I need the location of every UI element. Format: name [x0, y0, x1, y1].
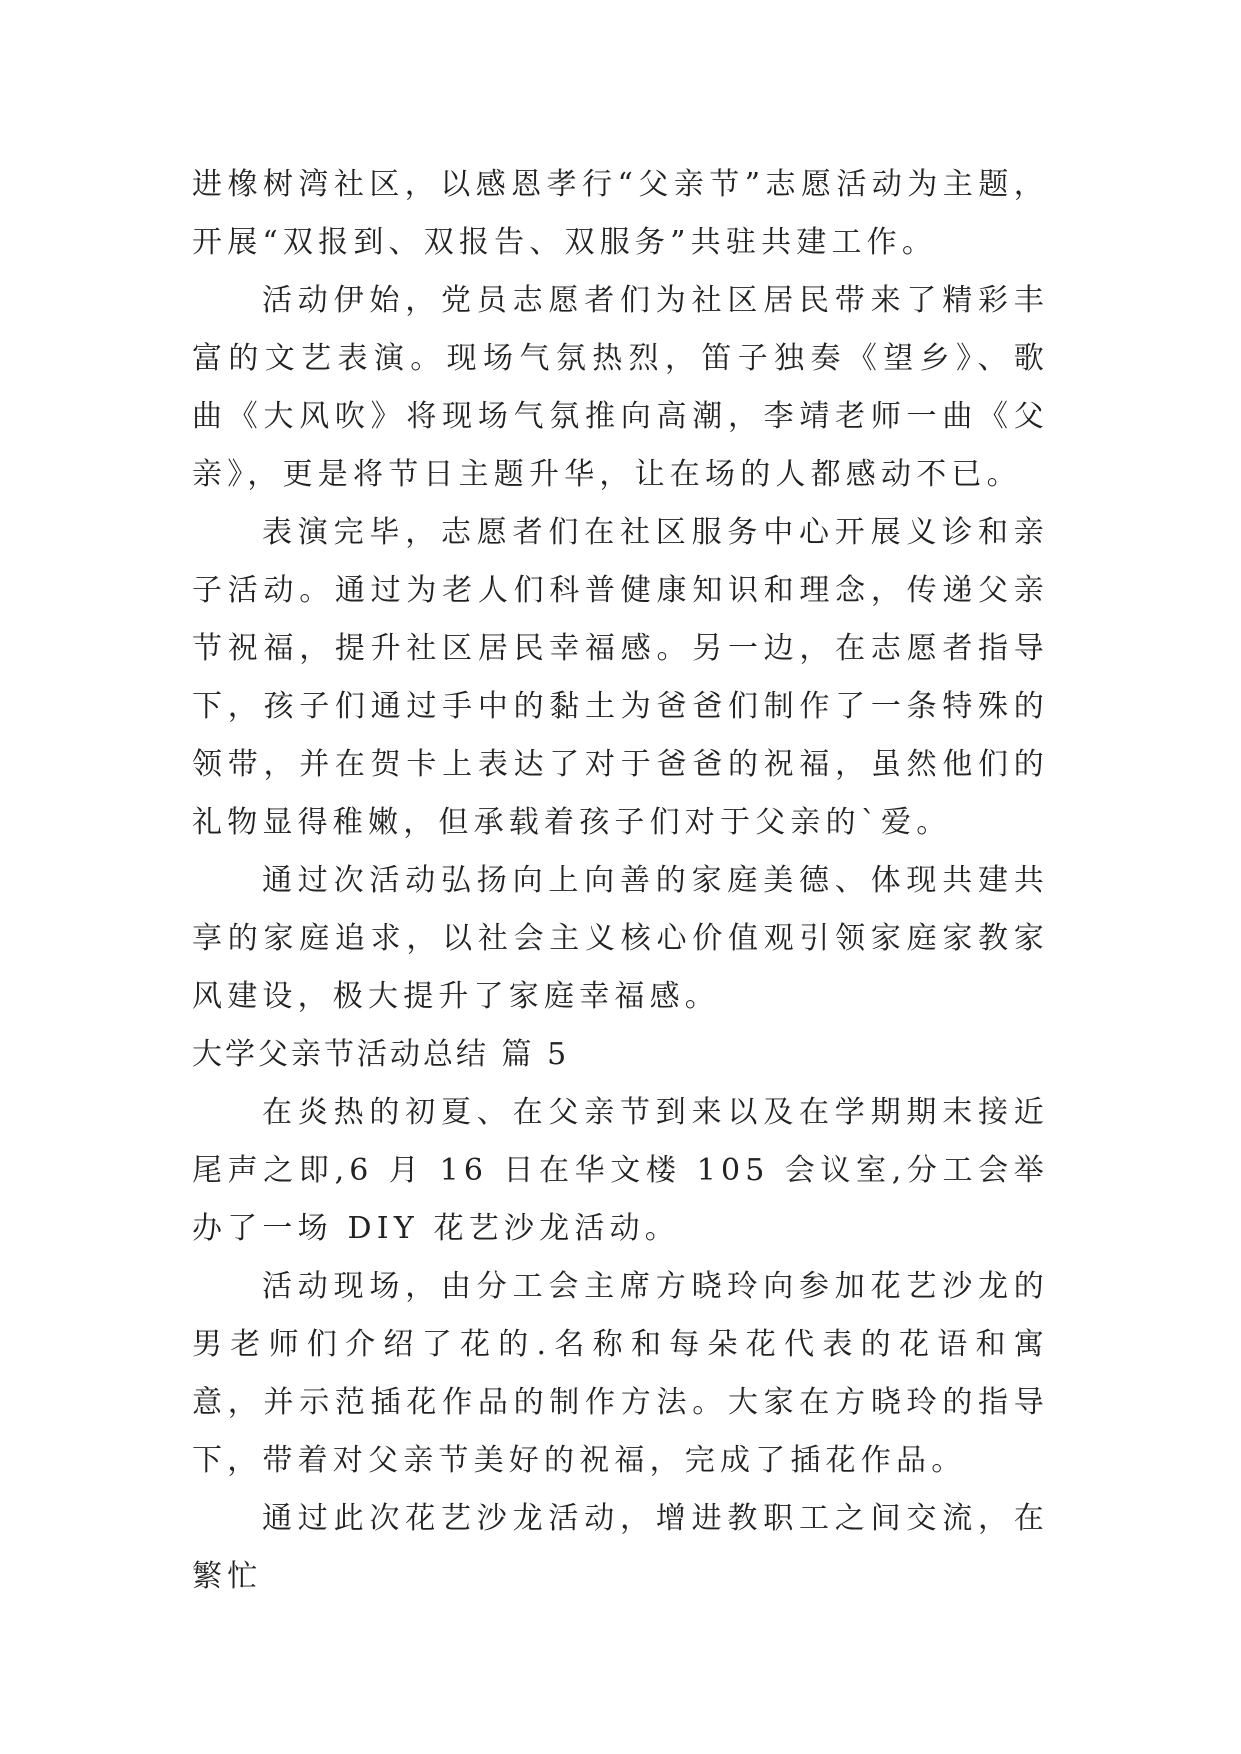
- document-body: [192, 156, 1049, 1606]
- paragraph: 在炎热的初夏、在父亲节到来以及在学期期末接近尾声之即,6 月 16 日在华文楼 105 会议室,分工会举办了一场 DIY 花艺沙龙活动。: [192, 1095, 1049, 1246]
- paragraph: 表演完毕，志愿者们在社区服务中心开展义诊和亲子活动。通过为老人们科普健康知识和理念，传递父亲节祝福，提升社区居民幸福感。另一边，在志愿者指导下，孩子们通过手中的黏土为爸爸们制作了一条特殊的领带，并在贺卡上表达了对于爸爸的祝福，虽然他们的礼物显得稚嫩，但承载着孩子们对于父亲的`爱。: [192, 515, 1049, 840]
- section-heading: 大学父亲节活动总结 篇 5: [192, 1037, 570, 1072]
- paragraph: 活动现场，由分工会主席方晓玲向参加花艺沙龙的男老师们介绍了花的.名称和每朵花代表的花语和寓意，并示范插花作品的制作方法。大家在方晓玲的指导下，带着对父亲节美好的祝福，完成了插花作品。: [192, 1269, 1049, 1478]
- paragraph: 进橡树湾社区，以感恩孝行“父亲节”志愿活动为主题，开展“双报到、双报告、双服务”共驻共建工作。: [192, 167, 1049, 260]
- paragraph: 通过次活动弘扬向上向善的家庭美德、体现共建共享的家庭追求，以社会主义核心价值观引领家庭家教家风建设，极大提升了家庭幸福感。: [192, 863, 1049, 1014]
- paragraph: 通过此次花艺沙龙活动，增进教职工之间交流，在繁忙: [192, 1501, 1049, 1594]
- paragraph: 活动伊始，党员志愿者们为社区居民带来了精彩丰富的文艺表演。现场气氛热烈，笛子独奏《望乡》、歌曲《大风吹》将现场气氛推向高潮，李靖老师一曲《父亲》，更是将节日主题升华，让在场的人都感动不已。: [192, 283, 1049, 492]
